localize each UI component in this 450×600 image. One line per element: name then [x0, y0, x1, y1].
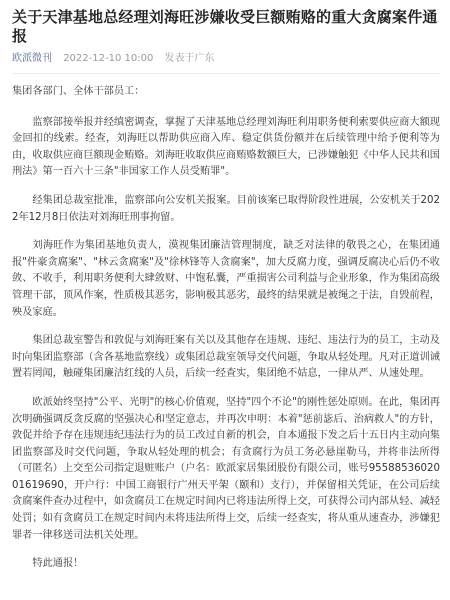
- paragraph: 经集团总裁室批准，监察部向公安机关报案。目前该案已取得阶段性进展，公安机关于2022年12月8日依法对刘海旺刑事拘留。: [12, 194, 440, 223]
- paragraph: 集团总裁室警告和敦促与刘海旺案有关以及其他存在违规、违纪、违法行为的员工，主动及时向集团监察部（含各基地监察线）或集团总裁室领导交代问题，争取从轻处理。凡对正道训诫置若罔闻，触碰集团廉洁红线的人员，后续一经查实，集团绝不姑息，一律从严、从速处理。: [12, 335, 440, 380]
- divider: [12, 73, 440, 74]
- author-link[interactable]: 欧派微刊: [12, 53, 52, 64]
- paragraph: 监察部接举报并经缜密调查，掌握了天津基地总经理刘海旺利用职务便利索要供应商大额现金回扣的线索。经查，刘海旺以帮助供应商入库、稳定供货份额并在后续管理中给予便利等为由，收取供应商巨额现金贿赂。刘海旺收取供应商贿赂数额巨大，已涉嫌触犯《中华人民共和国刑法》第一百六十三条"非国家工作人员受贿罪"。: [12, 116, 440, 178]
- closing-text: 特此通报！: [32, 558, 84, 570]
- salutation: 集团各部门、全体干部员工：: [12, 86, 145, 97]
- article-title: 关于天津基地总经理刘海旺涉嫌收受巨额贿赂的重大贪腐案件通报: [12, 8, 438, 45]
- article-meta: [12, 52, 440, 65]
- publish-location: 发表于广东: [164, 53, 215, 64]
- publish-date: 2022-12-10 10:00: [63, 53, 154, 64]
- paragraph: 刘海旺作为集团基地负责人，漠视集团廉洁管理制度，缺乏对法律的敬畏之心，在集团通报"件豪贪腐案"、"林云贪腐案"及"徐林锋等人贪腐案"，加大反腐力度，强调反腐决心后仍不收敛、不收手，利用职务便利大肆敛财、中饱私囊，严重损害公司利益与企业形象，作为集团高级管理干部，顶风作案，性质极其恶劣，影响极其恶劣，最终的结果就是被绳之于法，自毁前程，殃及家庭。: [12, 240, 440, 318]
- article-body: [12, 84, 440, 573]
- paragraph: 欧派始终坚持"公平、光明"的核心价值观，坚持"四个不论"的刚性惩处原则。在此，集团再次明确强调反贪反腐的坚强决心和坚定意志，并再次申明：本着"惩前毖后、治病救人"的方针，敦促并给予存在违规违纪违法行为的员工改过自新的机会，自本通报下发之后十五日内主动向集团监察部及时交代问题，争取从轻处理的机会；有贪腐行为员工务必悬崖勒马，并将非法所得（可匿名）上交至公司指定退赃账户（户名：欧派家居集团股份有限公司，账号9558853602001619690，开户行：中国工商银行广州天平架（颐和）支行），并保留相关凭证，在公司后续贪腐案件查办过程中，如贪腐员工在规定时间内已将违法所得上交，可获得公司内部从轻、减轻处罚；如有贪腐员工在规定时间内未将违法所得上交，后续一经查实，将从重从速查办，涉嫌犯罪者一律移送司法机关处理。: [12, 396, 440, 541]
